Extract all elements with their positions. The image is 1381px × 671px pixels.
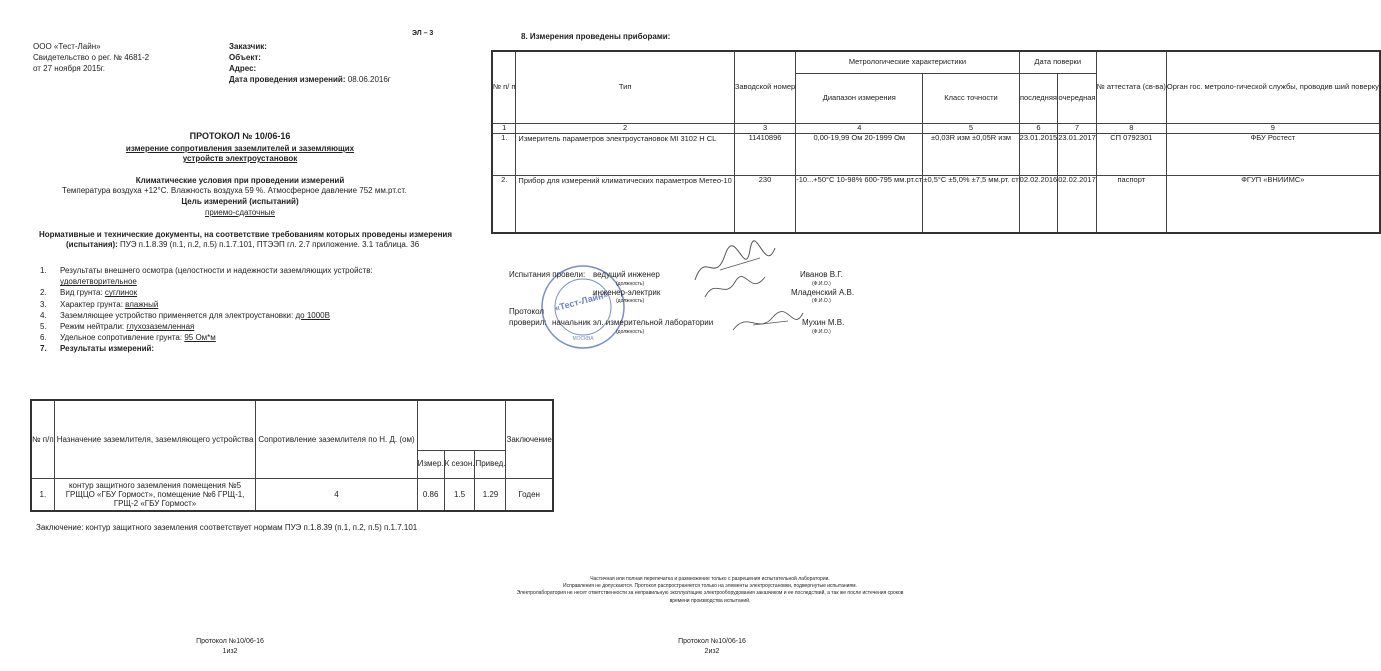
signature-2 [700,272,770,302]
th-measured: Измер. [417,450,444,478]
list-item: 6. Удельное сопротивление грунта: 95 Ом*м [40,333,216,343]
climate-title: Климатические условия при проведении измерений [135,176,345,185]
purpose-title: Цель измерений (испытаний) [181,197,299,206]
org-certificate: Свидетельство о рег. № 4681-2 [33,53,150,62]
object-label: Объект: [229,53,261,62]
norms-line-1: Нормативные и технические документы, на соответствие требованиям которых проведены измерения [39,230,452,239]
checked-label: проверил: [509,318,547,327]
table-row: 1. Измеритель параметров электроустановок MI 3102 H CL 11410896 0,00-19,99 Ом 20-1999 Ом ±0,03R изм ±0,05R изм 23.01.2015 23.01.2017 СП 0792301 ФБУ Ростест [492,133,1380,175]
list-item: удовлетворительное [60,277,137,287]
name-1: Иванов В.Г. [800,270,843,279]
norms-label: (испытания): [66,240,118,249]
table-row: 2. Прибор для измерений климатических параметров Метео-10 230 -10...+50°С 10-98% 600-795 мм.рт.ст ±0,5°С ±5,0% ±7,5 мм.рт. ст 02.02.2016 02.02.2017 паспорт ФГУП «ВНИИМС» [492,175,1380,233]
th-norm: Сопротивление заземлителя по Н. Д. (ом) [256,400,417,478]
list-item: 7. Результаты измерений: [40,344,155,354]
instruments-title: 8. Измерения проведены приборами: [521,32,671,41]
org-certificate-date: от 27 ноября 2015г. [33,64,105,73]
name-2: Младенский А.В. [791,288,855,297]
address-label: Адрес: [229,64,257,73]
protocol-subtitle-2: устройств электроустановок [182,154,298,163]
th-season: К сезон. [444,450,475,478]
norms-line-2 [66,240,419,249]
org-block [33,41,149,74]
th-reduced: Привед. [475,450,506,478]
org-name: ООО «Тест-Лайн» [33,42,101,51]
protocol-label: Протокол [509,307,545,316]
norms-text: ПУЭ п.1.8.39 (п.1, п.2, п.5) п.1.7.101, ПТЭЭП гл. 2.7 приложение. 3.1 таблица. 36 [117,240,420,249]
conclusion-text: Заключение: контур защитного заземления соответствует нормам ПУЭ п.1.8.39 (п.1, п.2, п.5) п.1.7.101 [36,523,418,532]
date-value: 08.06.2016г [347,75,391,84]
list-item: 2. Вид грунта: суглинок [40,288,138,298]
page1-footer: Протокол №10/06-16 1из2 [196,638,264,655]
results-list [40,265,373,355]
customer-label: Заказчик: [229,42,267,51]
table-row: 1. контур защитного заземления помещения №5 ГРЩЦО «ГБУ Гормост», помещение №6 ГРЩ-1, ГРЩ-2 «ГБУ Гормост» 4 0.86 1.5 1.29 Годен [31,478,553,511]
instruments-table: № п/ п Тип Заводской номер Метрологические характеристики Дата поверки № аттестата (св-ва) Орган гос. метроло-гической службы, проводив ший поверку Диапазон измерения Класс точности последняя очередная 1 2 3 4 5 6 7 8 9 1. Измеритель параметров электроустановок MI 3102 H CL 11410896 0,00-19,99 Ом 20-1999 Ом ±0,03R изм ±0,05R изм 23.01.2015 23.01.2017 СП 0792301 ФБУ Ростест 2. Прибор для измерений климатических параметров Метео-10 230 -10...+50°С 10-98% 600-795 мм.рт.ст ±0,5°С ±5,0% ±7,5 мм.рт. ст 02.02.2016 02.02.2017 паспорт ФГУП «ВНИИМС» [491,50,1381,234]
tests-label: Испытания провели: [509,270,586,279]
date-label: Дата проведения измерений: [229,75,346,84]
name-3: Мухин М.В. [802,318,845,327]
column-numbers-row: 1 2 3 4 5 6 7 8 9 [492,123,1380,133]
protocol-title: ПРОТОКОЛ № 10/06-16 [189,131,291,141]
svg-text:МОСКВА: МОСКВА [572,336,594,342]
list-item: 4. Заземляющее устройство применяется для электроустановки: до 1000В [40,310,330,320]
climate-text: Температура воздуха +12°С. Влажность воздуха 59 %. Атмосферное давление 752 мм.рт.ст. [62,186,407,195]
svg-text:«Тест-Лайн»: «Тест-Лайн» [553,289,610,314]
role-3: начальник эл. измерительной лаборатории [552,318,714,327]
page2-footer: Протокол №10/06-16 2из2 [678,638,746,655]
purpose-value: приемо-сдаточные [205,208,275,217]
list-item: 5. Режим нейтрали: глухозаземленная [40,322,195,332]
signature-3 [728,305,808,340]
client-block [229,41,391,85]
list-item: 1. Результаты внешнего осмотра (целостности и надежности заземляющих устройств: [40,266,373,275]
th-conclusion: Заключение [506,400,553,478]
list-item: 3. Характер грунта: влажный [40,299,159,309]
page-code: ЭЛ – 3 [412,30,434,37]
protocol-subtitle-1: измерение сопротивления заземлителей и заземляющих [125,144,355,153]
results-table [30,399,554,512]
notice-block: Частичная или полная перепечатка и размножение только с разрешения испытательной лаборатории. Исправления не допускаются. Протокол распространяется только на элементы электроустановки, подвергнутые испытаниям. Электролаборатория не несет ответственности за неправильную эксплуатацию электрооборудования заказчиком и ее последствий, а так же после истечения сроков времени производства испытаний. [516,576,904,604]
role-1: ведущий инженер [593,270,660,279]
th-num: № п/п [31,400,54,478]
role-2: инженер-электрик [593,288,661,297]
th-purpose: Назначение заземлителя, заземляющего устройства [54,400,256,478]
